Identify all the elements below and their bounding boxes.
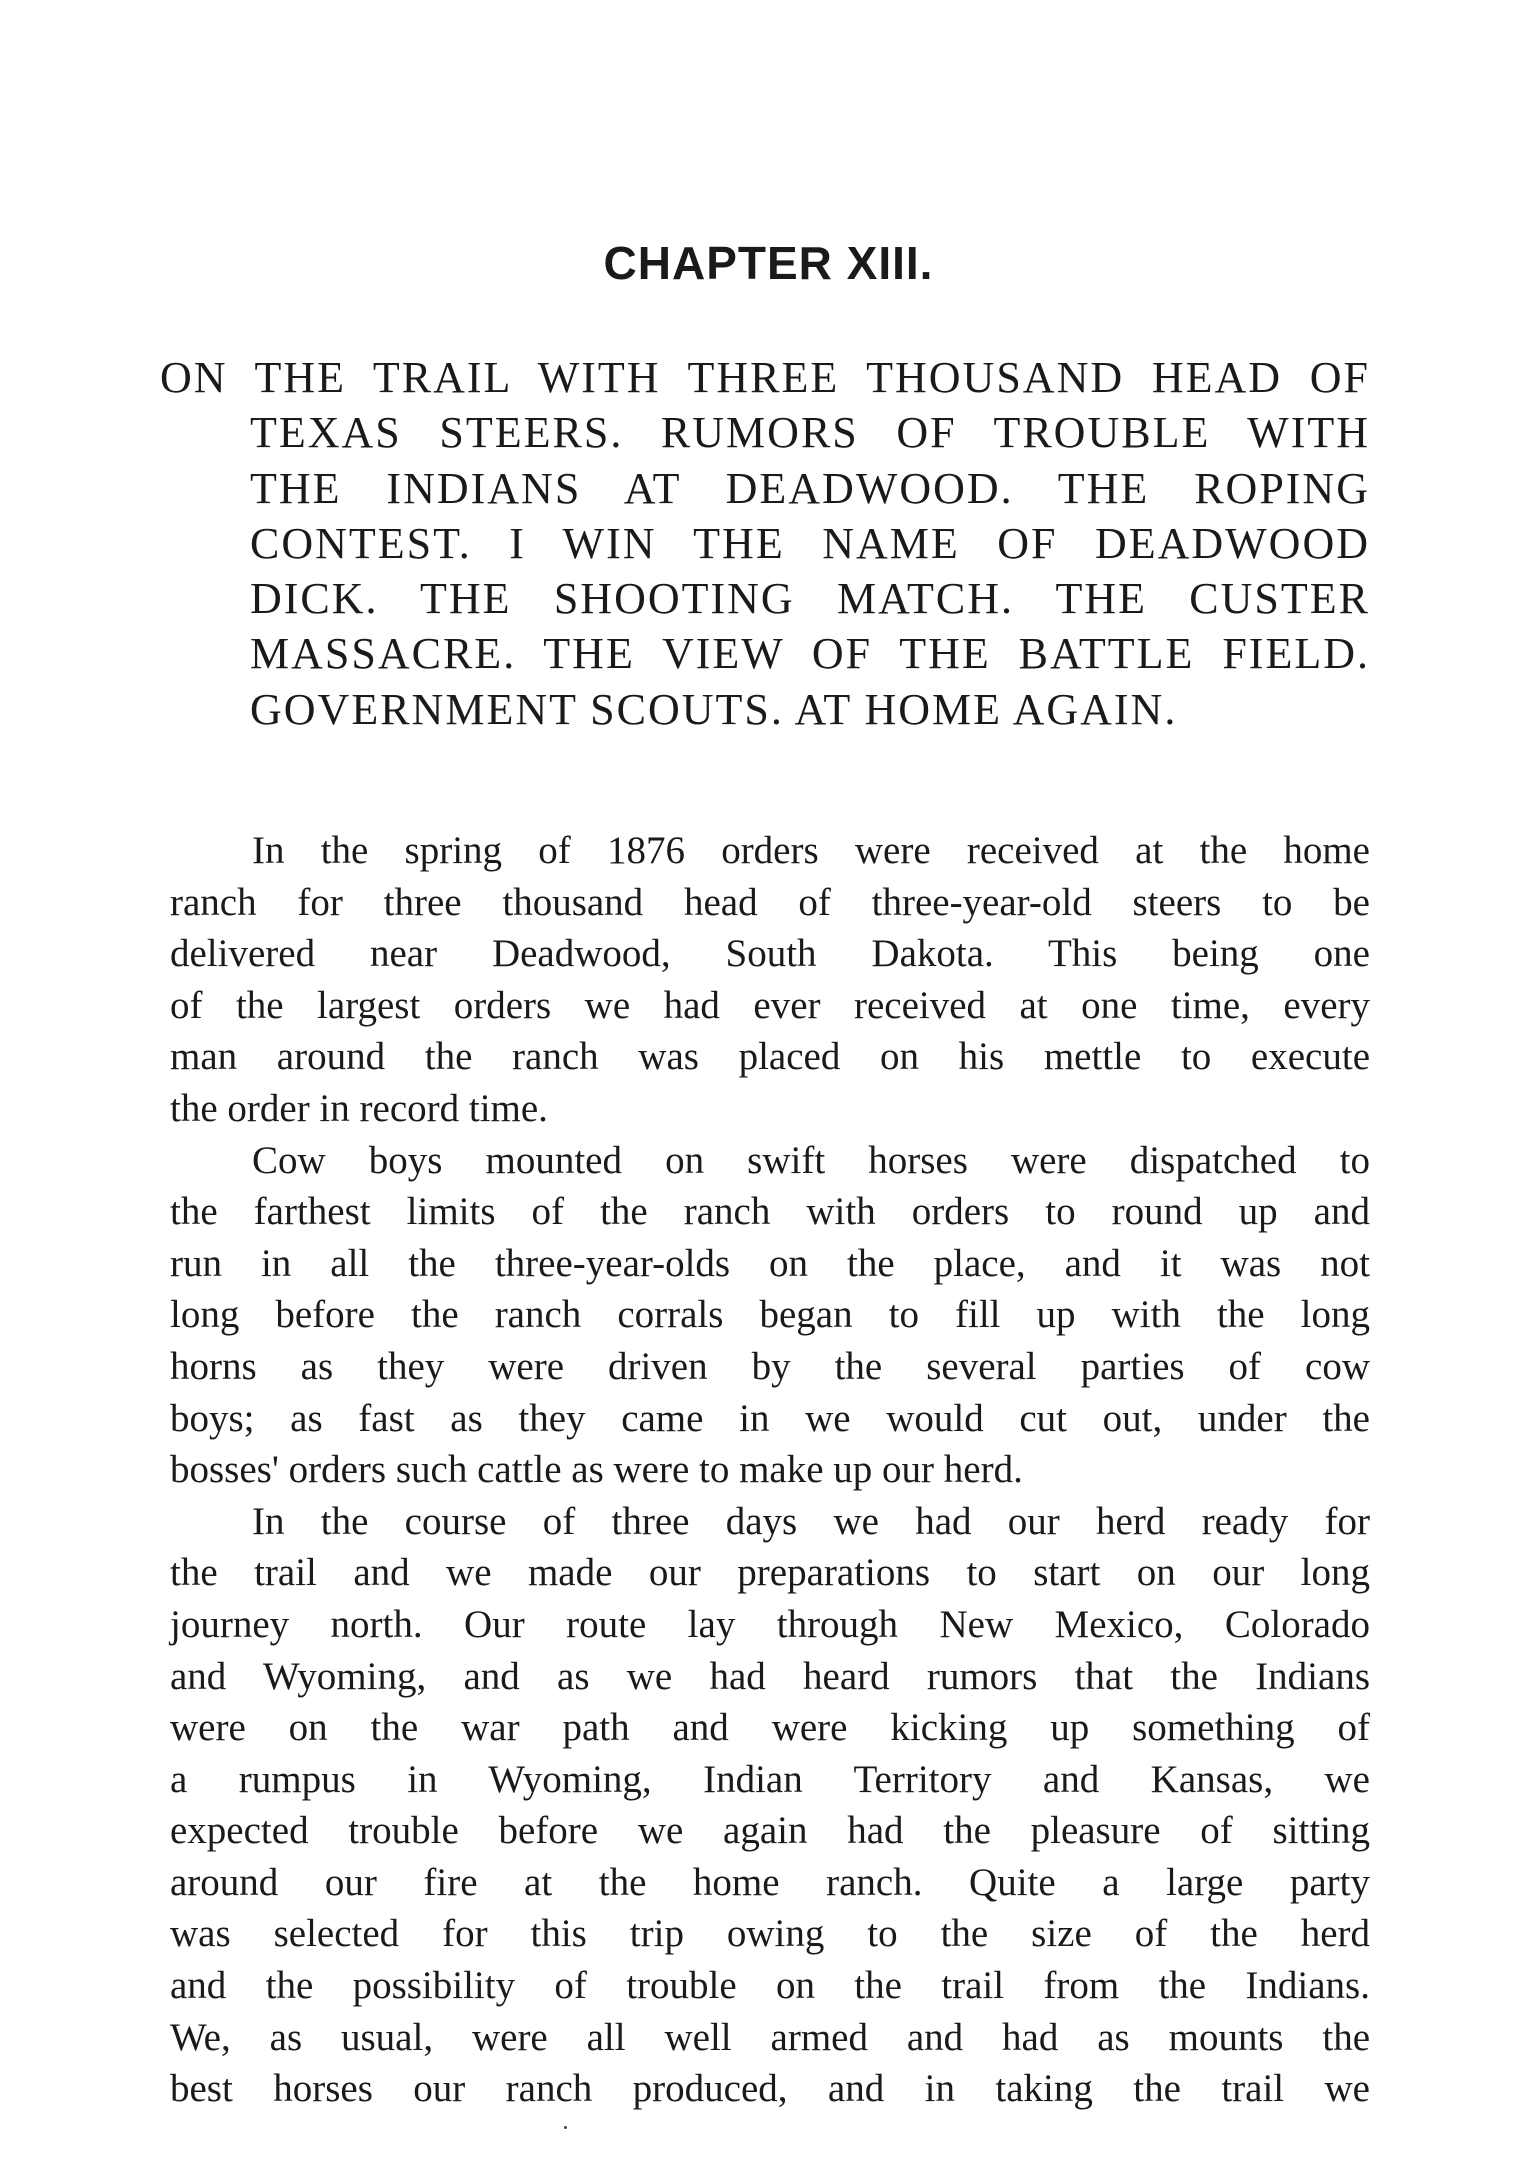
text-line: In the course of three days we had our herd ready for: [252, 1499, 1370, 1543]
text-line: the order in record time.: [170, 1086, 548, 1130]
text-line: of the largest orders we had ever received at one time, every: [170, 983, 1370, 1027]
text-line: were on the war path and were kicking up something of: [170, 1706, 1370, 1750]
text-line: and the possibility of trouble on the trail from the Indians.: [170, 1964, 1370, 2008]
summary-line: TEXAS STEERS. RUMORS OF TROUBLE WITH: [250, 408, 1370, 458]
text-line: delivered near Deadwood, South Dakota. This being one: [170, 932, 1370, 976]
text-line: and Wyoming, and as we had heard rumors that the Indians: [170, 1654, 1370, 1698]
text-line: was selected for this trip owing to the size of the herd: [170, 1912, 1370, 1956]
text-line: ranch for three thousand head of three-year-old steers to be: [170, 880, 1370, 924]
body-text: [170, 825, 1370, 2115]
text-line: bosses' orders such cattle as were to make up our herd.: [170, 1448, 1023, 1492]
text-line: best horses our ranch produced, and in taking the trail we: [170, 2067, 1370, 2111]
chapter-summary: [160, 350, 1370, 737]
text-line: In the spring of 1876 orders were received at the home: [252, 829, 1370, 872]
text-line: expected trouble before we again had the pleasure of sitting: [170, 1809, 1370, 1853]
summary-line: MASSACRE. THE VIEW OF THE BATTLE FIELD.: [250, 629, 1370, 679]
print-speck: [564, 2126, 567, 2129]
text-line: boys; as fast as they came in we would cut out, under the: [170, 1396, 1370, 1440]
text-line: the trail and we made our preparations to start on our long: [170, 1551, 1370, 1595]
text-line: run in all the three-year-olds on the place, and it was not: [170, 1241, 1370, 1285]
summary-line: DICK. THE SHOOTING MATCH. THE CUSTER: [250, 574, 1370, 624]
text-line: around our fire at the home ranch. Quite a large party: [170, 1860, 1370, 1904]
text-line: journey north. Our route lay through New Mexico, Colorado: [170, 1602, 1370, 1646]
text-line: a rumpus in Wyoming, Indian Territory and Kansas, we: [170, 1757, 1370, 1801]
summary-line: GOVERNMENT SCOUTS. AT HOME AGAIN.: [250, 684, 1178, 734]
summary-line: CONTEST. I WIN THE NAME OF DEADWOOD: [250, 518, 1370, 568]
text-line: the farthest limits of the ranch with orders to round up and: [170, 1190, 1370, 1234]
text-line: horns as they were driven by the several parties of cow: [170, 1344, 1370, 1388]
text-line: Cow boys mounted on swift horses were dispatched to: [252, 1138, 1370, 1182]
text-line: We, as usual, were all well armed and had as mounts the: [170, 2015, 1370, 2059]
summary-line: ON THE TRAIL WITH THREE THOUSAND HEAD OF: [160, 353, 1370, 402]
chapter-title: CHAPTER XIII.: [603, 237, 934, 289]
summary-line: THE INDIANS AT DEADWOOD. THE ROPING: [250, 463, 1370, 513]
text-line: long before the ranch corrals began to fill up with the long: [170, 1293, 1370, 1337]
text-line: man around the ranch was placed on his mettle to execute: [170, 1035, 1370, 1079]
